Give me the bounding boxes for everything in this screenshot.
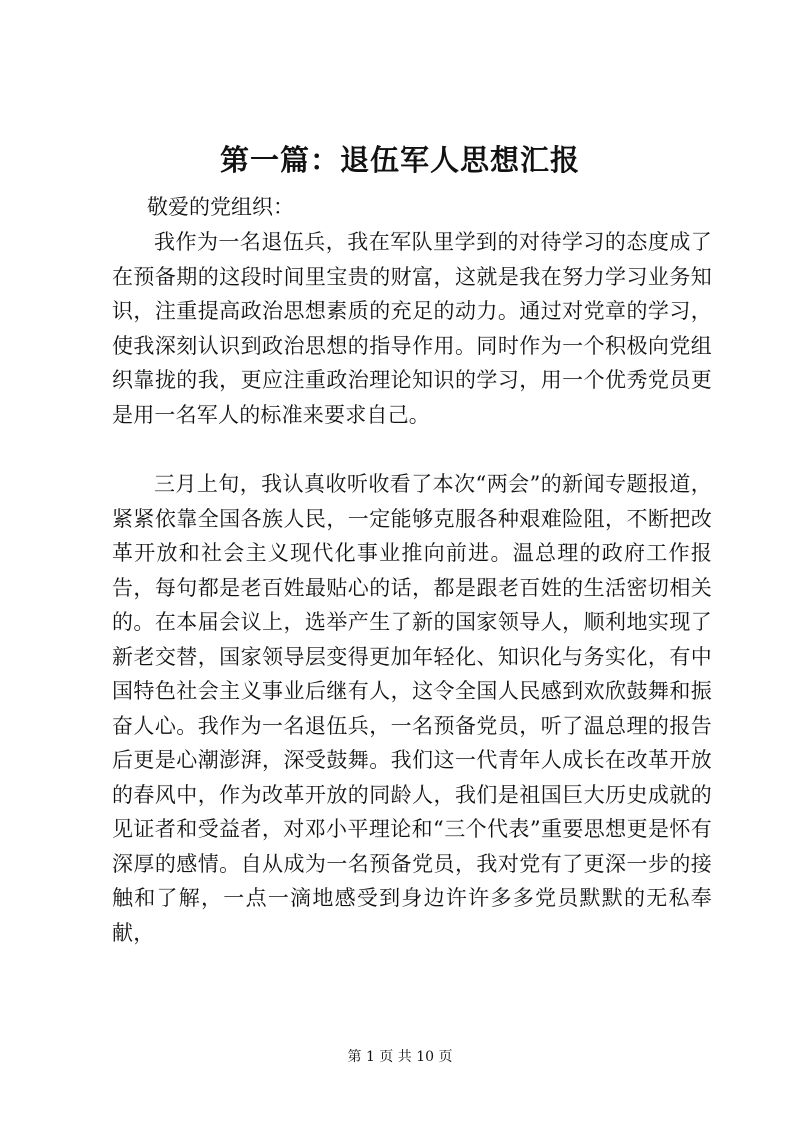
salutation: 敬爱的党组织： bbox=[147, 195, 294, 219]
paragraph-2: 三月上旬，我认真收听收看了本次“两会”的新闻专题报道，紧紧依靠全国各族人民，一定能够克服各种艰难险阻，不断把改革开放和社会主义现代化事业推向前进。温总理的政府工作报告，每句都是老百姓最贴心的话，都是跟老百姓的生活密切相关的。在本届会议上，选举产生了新的国家领导人，顺利地实现了新老交替，国家领导层变得更加年轻化、知识化与务实化，有中国特色社会主义事业后继有人，这令全国人民感到欢欣鼓舞和振奋人心。我作为一名退伍兵，一名预备党员，听了温总理的报告后更是心潮澎湃，深受鼓舞。我们这一代青年人成长在改革开放的春风中，作为改革开放的同龄人，我们是祖国巨大历史成就的见证者和受益者，对邓小平理论和“三个代表”重要思想更是怀有深厚的感情。自从成为一名预备党员，我对党有了更深一步的接触和了解，一点一滴地感受到身边许许多多党员默默的无私奉献， bbox=[112, 472, 712, 945]
document-title: 第一篇：退伍军人思想汇报 bbox=[219, 143, 580, 177]
page-footer: 第 1 页 共 10 页 bbox=[347, 1049, 453, 1065]
paragraph-1: 我作为一名退伍兵，我在军队里学到的对待学习的态度成了在预备期的这段时间里宝贵的财富，这就是我在努力学习业务知识，注重提高政治思想素质的充足的动力。通过对党章的学习，使我深刻认识到政治思想的指导作用。同时作为一个积极向党组织靠拢的我，更应注重政治理论知识的学习，用一个优秀党员更是用一名军人的标准来要求自己。 bbox=[112, 230, 712, 427]
